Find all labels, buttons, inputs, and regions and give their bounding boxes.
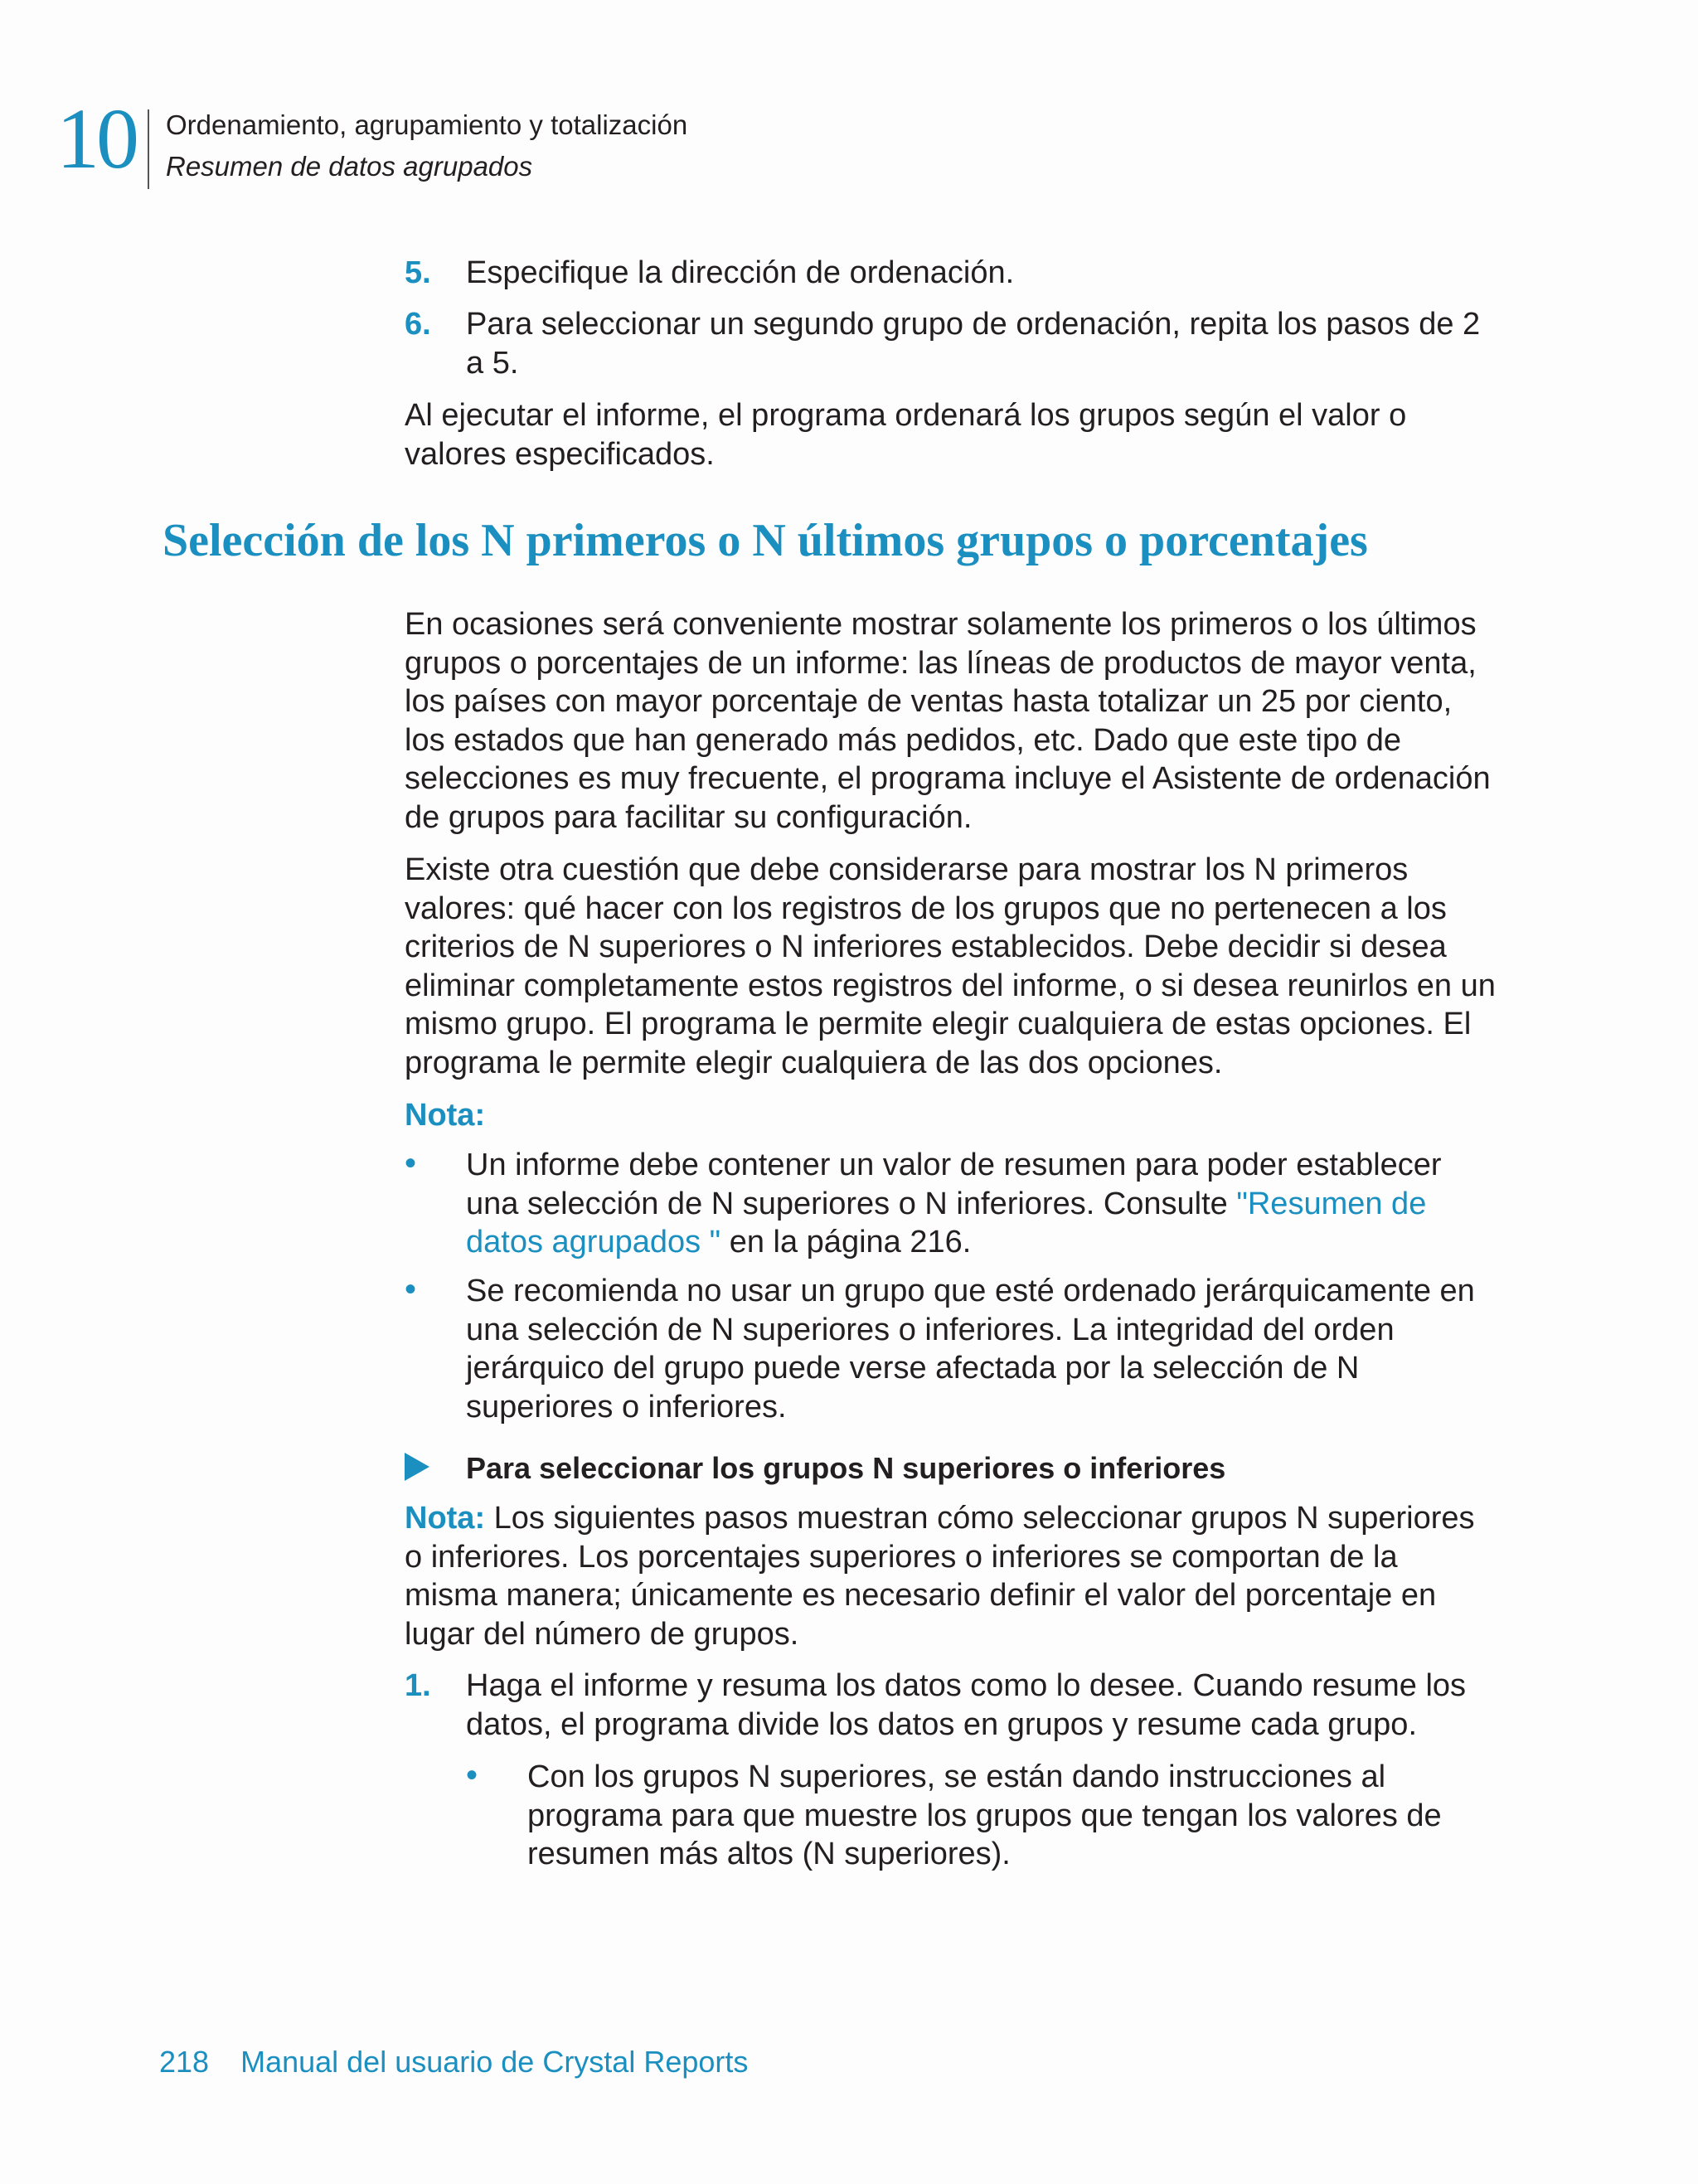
bullet-icon: • [466, 1757, 478, 1793]
section-heading: Selección de los N primeros o N últimos grupos o porcentajes [163, 515, 1368, 566]
page-footer [159, 2045, 748, 2080]
sub-bullet [405, 1758, 1499, 1874]
bullet-text [466, 1146, 1499, 1262]
procedure-title: Para seleccionar los grupos N superiores o inferiores [466, 1451, 1226, 1485]
step-item [405, 254, 1499, 293]
bullet-text: Con los grupos N superiores, se están dando instrucciones al programa para que muestre los grupos que tengan los valores de resumen más altos (N superiores). [527, 1759, 1442, 1871]
paragraph: Existe otra cuestión que debe considerarse para mostrar los N primeros valores: qué hacer con los registros de los grupos que no pertenecen a los criterios de N superiores o N inferiores establecidos. Debe decidir si desea eliminar completamente estos registros del informe, o si desea reunirlos en un mismo grupo. El programa le permite elegir cualquiera de estas opciones. El programa le permite elegir cualquiera de las dos opciones. [405, 852, 1496, 1080]
bullet-text-part: en la página 216. [720, 1225, 972, 1259]
triangle-arrow-icon [405, 1453, 429, 1481]
step-text: Para seleccionar un segundo grupo de ordenación, repita los pasos de 2 a 5. [466, 307, 1481, 381]
chapter-title: Ordenamiento, agrupamiento y totalización [166, 109, 688, 140]
note-label-text: Nota: [405, 1098, 486, 1133]
paragraph: Al ejecutar el informe, el programa ordenará los grupos según el valor o valores especificados. [405, 398, 1407, 472]
step-number: 1. [405, 1668, 431, 1703]
step-item [405, 1667, 1499, 1744]
step-text: Especifique la dirección de ordenación. [466, 255, 1015, 290]
note-bullet [405, 1272, 1499, 1426]
note-bullet [405, 1146, 1499, 1262]
step-number: 6. [405, 307, 431, 342]
note-label-text: Nota: [405, 1501, 486, 1536]
bullet-icon: • [405, 1271, 417, 1308]
paragraph: En ocasiones será conveniente mostrar solamente los primeros o los últimos grupos o porcentajes de un informe: las líneas de productos de mayor venta, los países con mayor porcentaje de ventas hasta totalizar un 25 por ciento, los estados que han generado más pedidos, etc. Dado que este tipo de selecciones es muy frecuente, el programa incluye el Asistente de ordenación de grupos para facilitar su configuración. [405, 607, 1491, 835]
note-label [405, 1096, 1499, 1135]
note-paragraph [405, 1499, 1499, 1653]
step-text: Haga el informe y resuma los datos como lo desee. Cuando resume los datos, el programa divide los datos en grupos y resume cada grupo. [466, 1668, 1467, 1742]
chapter-number: 10 [56, 91, 136, 187]
bullet-icon: • [405, 1145, 417, 1182]
step-item [405, 305, 1499, 382]
cross-reference-link[interactable]: "Resumen de datos agrupados " [466, 1186, 1427, 1259]
step-number: 5. [405, 255, 431, 290]
bullet-text-part: Un informe debe contener un valor de resumen para poder establecer una selección de N superiores o N inferiores. Consulte [466, 1148, 1442, 1221]
procedure-heading [405, 1451, 1225, 1486]
bullet-text: Se recomienda no usar un grupo que esté ordenado jerárquicamente en una selección de N superiores o inferiores. La integridad del orden jerárquico del grupo puede verse afectada por la selección de N superiores o inferiores. [466, 1274, 1475, 1424]
page-number: 218 [159, 2045, 210, 2079]
section-title: Resumen de datos agrupados [166, 151, 533, 182]
manual-title: Manual del usuario de Crystal Reports [240, 2045, 749, 2079]
header-divider [148, 109, 149, 189]
note-text: Los siguientes pasos muestran cómo seleccionar grupos N superiores o inferiores. Los porcentajes superiores o inferiores se comportan de la misma manera; únicamente es necesario definir el valor del porcentaje en lugar del número de grupos. [405, 1501, 1475, 1652]
